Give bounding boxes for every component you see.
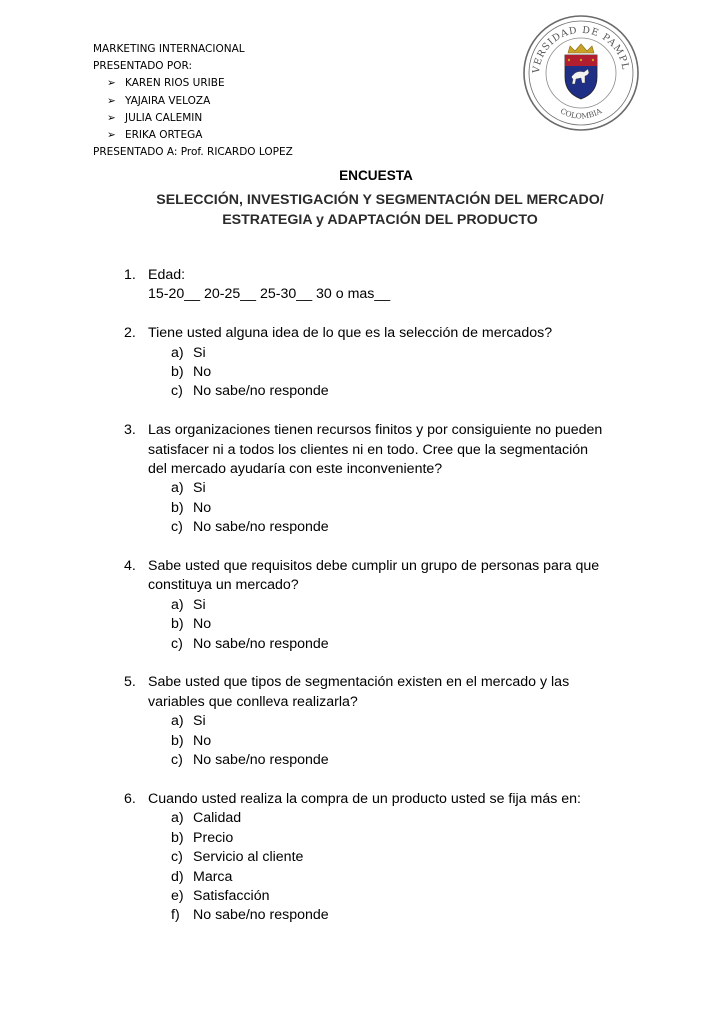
question-2: [124, 324, 664, 402]
svg-text:UNIVERSIDAD DE PAMPLONA: VERSIDAD DE PAMPL: [530, 24, 631, 74]
answer-option: c) Servicio al cliente: [171, 849, 304, 866]
answer-option: c) No sabe/no responde: [171, 519, 329, 536]
question-number: 4.: [124, 558, 136, 575]
answer-options: [171, 344, 664, 402]
question-text: Sabe usted que requisitos debe cumplir un grupo de personas para que: [148, 558, 600, 575]
student-item: ➢ JULIA CALEMIN: [107, 110, 293, 127]
subtitle-line: ESTRATEGIA y ADAPTACIÓN DEL PRODUCTO: [222, 212, 538, 228]
answer-option: a) Si: [171, 480, 206, 497]
answer-option: e) Satisfacción: [171, 887, 270, 904]
question-6: [124, 790, 664, 926]
student-item: ➢ YAJAIRA VELOZA: [107, 93, 293, 110]
arrow-bullet-icon: ➢: [107, 77, 116, 90]
arrow-bullet-icon: ➢: [107, 129, 116, 142]
answer-options: [171, 479, 664, 537]
answer-option: b) No: [171, 732, 212, 749]
age-ranges: 15-20__ 20-25__ 25-30__ 30 o mas__: [148, 286, 391, 303]
arrow-bullet-icon: ➢: [107, 111, 116, 124]
question-number: 3.: [124, 422, 136, 439]
answer-option: b) No: [171, 364, 212, 381]
answer-option: a) Si: [171, 596, 206, 613]
subtitle-line: SELECCIÓN, INVESTIGACIÓN Y SEGMENTACIÓN DEL MERCADO/: [156, 192, 604, 208]
question-text: Edad:: [148, 267, 186, 283]
question-text: Tiene usted alguna idea de lo que es la selección de mercados?: [148, 325, 553, 342]
answer-option: b) No: [171, 616, 212, 633]
question-number: 5.: [124, 674, 136, 691]
question-text: del mercado ayudaría con este inconveniente?: [148, 461, 443, 478]
svg-text:COLOMBIA: COLOMBIA: [558, 106, 604, 121]
question-number: 1.: [124, 267, 136, 283]
student-item: ➢ KAREN RIOS URIBE: [107, 75, 293, 92]
presented-to: PRESENTADO A: Prof. RICARDO LOPEZ: [93, 146, 293, 159]
answer-option: f) No sabe/no responde: [171, 907, 329, 924]
question-text: variables que conlleva realizarla?: [148, 693, 358, 710]
survey-subtitle: [80, 190, 680, 230]
answer-option: b) No: [171, 499, 212, 516]
answer-options: [171, 809, 664, 925]
answer-option: c) No sabe/no responde: [171, 383, 329, 400]
presented-by-label: PRESENTADO POR:: [93, 60, 192, 73]
answer-options: [171, 712, 664, 770]
question-number: 2.: [124, 325, 136, 342]
question-number: 6.: [124, 790, 136, 807]
question-text: Sabe usted que tipos de segmentación existen en el mercado y las: [148, 674, 570, 691]
answer-option: a) Si: [171, 344, 206, 361]
survey-title: ENCUESTA: [339, 168, 413, 183]
arrow-bullet-icon: ➢: [107, 94, 116, 107]
student-list: [93, 75, 293, 144]
answer-option: a) Si: [171, 713, 206, 730]
question-list: [124, 266, 664, 945]
answer-option: a) Calidad: [171, 810, 242, 827]
question-1: [124, 266, 664, 305]
question-text: satisfacer ni a todos los clientes ni en todo. Cree que la segmentación: [148, 441, 589, 458]
document-header: [93, 41, 293, 161]
student-item: ➢ ERIKA ORTEGA: [107, 127, 293, 144]
question-text: constituya un mercado?: [148, 577, 299, 594]
question-text: Las organizaciones tienen recursos finitos y por consiguiente no pueden: [148, 422, 603, 439]
answer-option: c) No sabe/no responde: [171, 635, 329, 652]
answer-option: d) Marca: [171, 868, 233, 885]
question-text: Cuando usted realiza la compra de un producto usted se fija más en:: [148, 790, 581, 807]
question-4: [124, 557, 664, 654]
answer-option: c) No sabe/no responde: [171, 752, 329, 769]
question-5: [124, 673, 664, 770]
answer-options: [171, 596, 664, 654]
answer-option: b) Precio: [171, 829, 234, 846]
university-seal-logo: [521, 13, 641, 133]
course-name: MARKETING INTERNACIONAL: [93, 43, 245, 55]
question-3: [124, 421, 664, 537]
